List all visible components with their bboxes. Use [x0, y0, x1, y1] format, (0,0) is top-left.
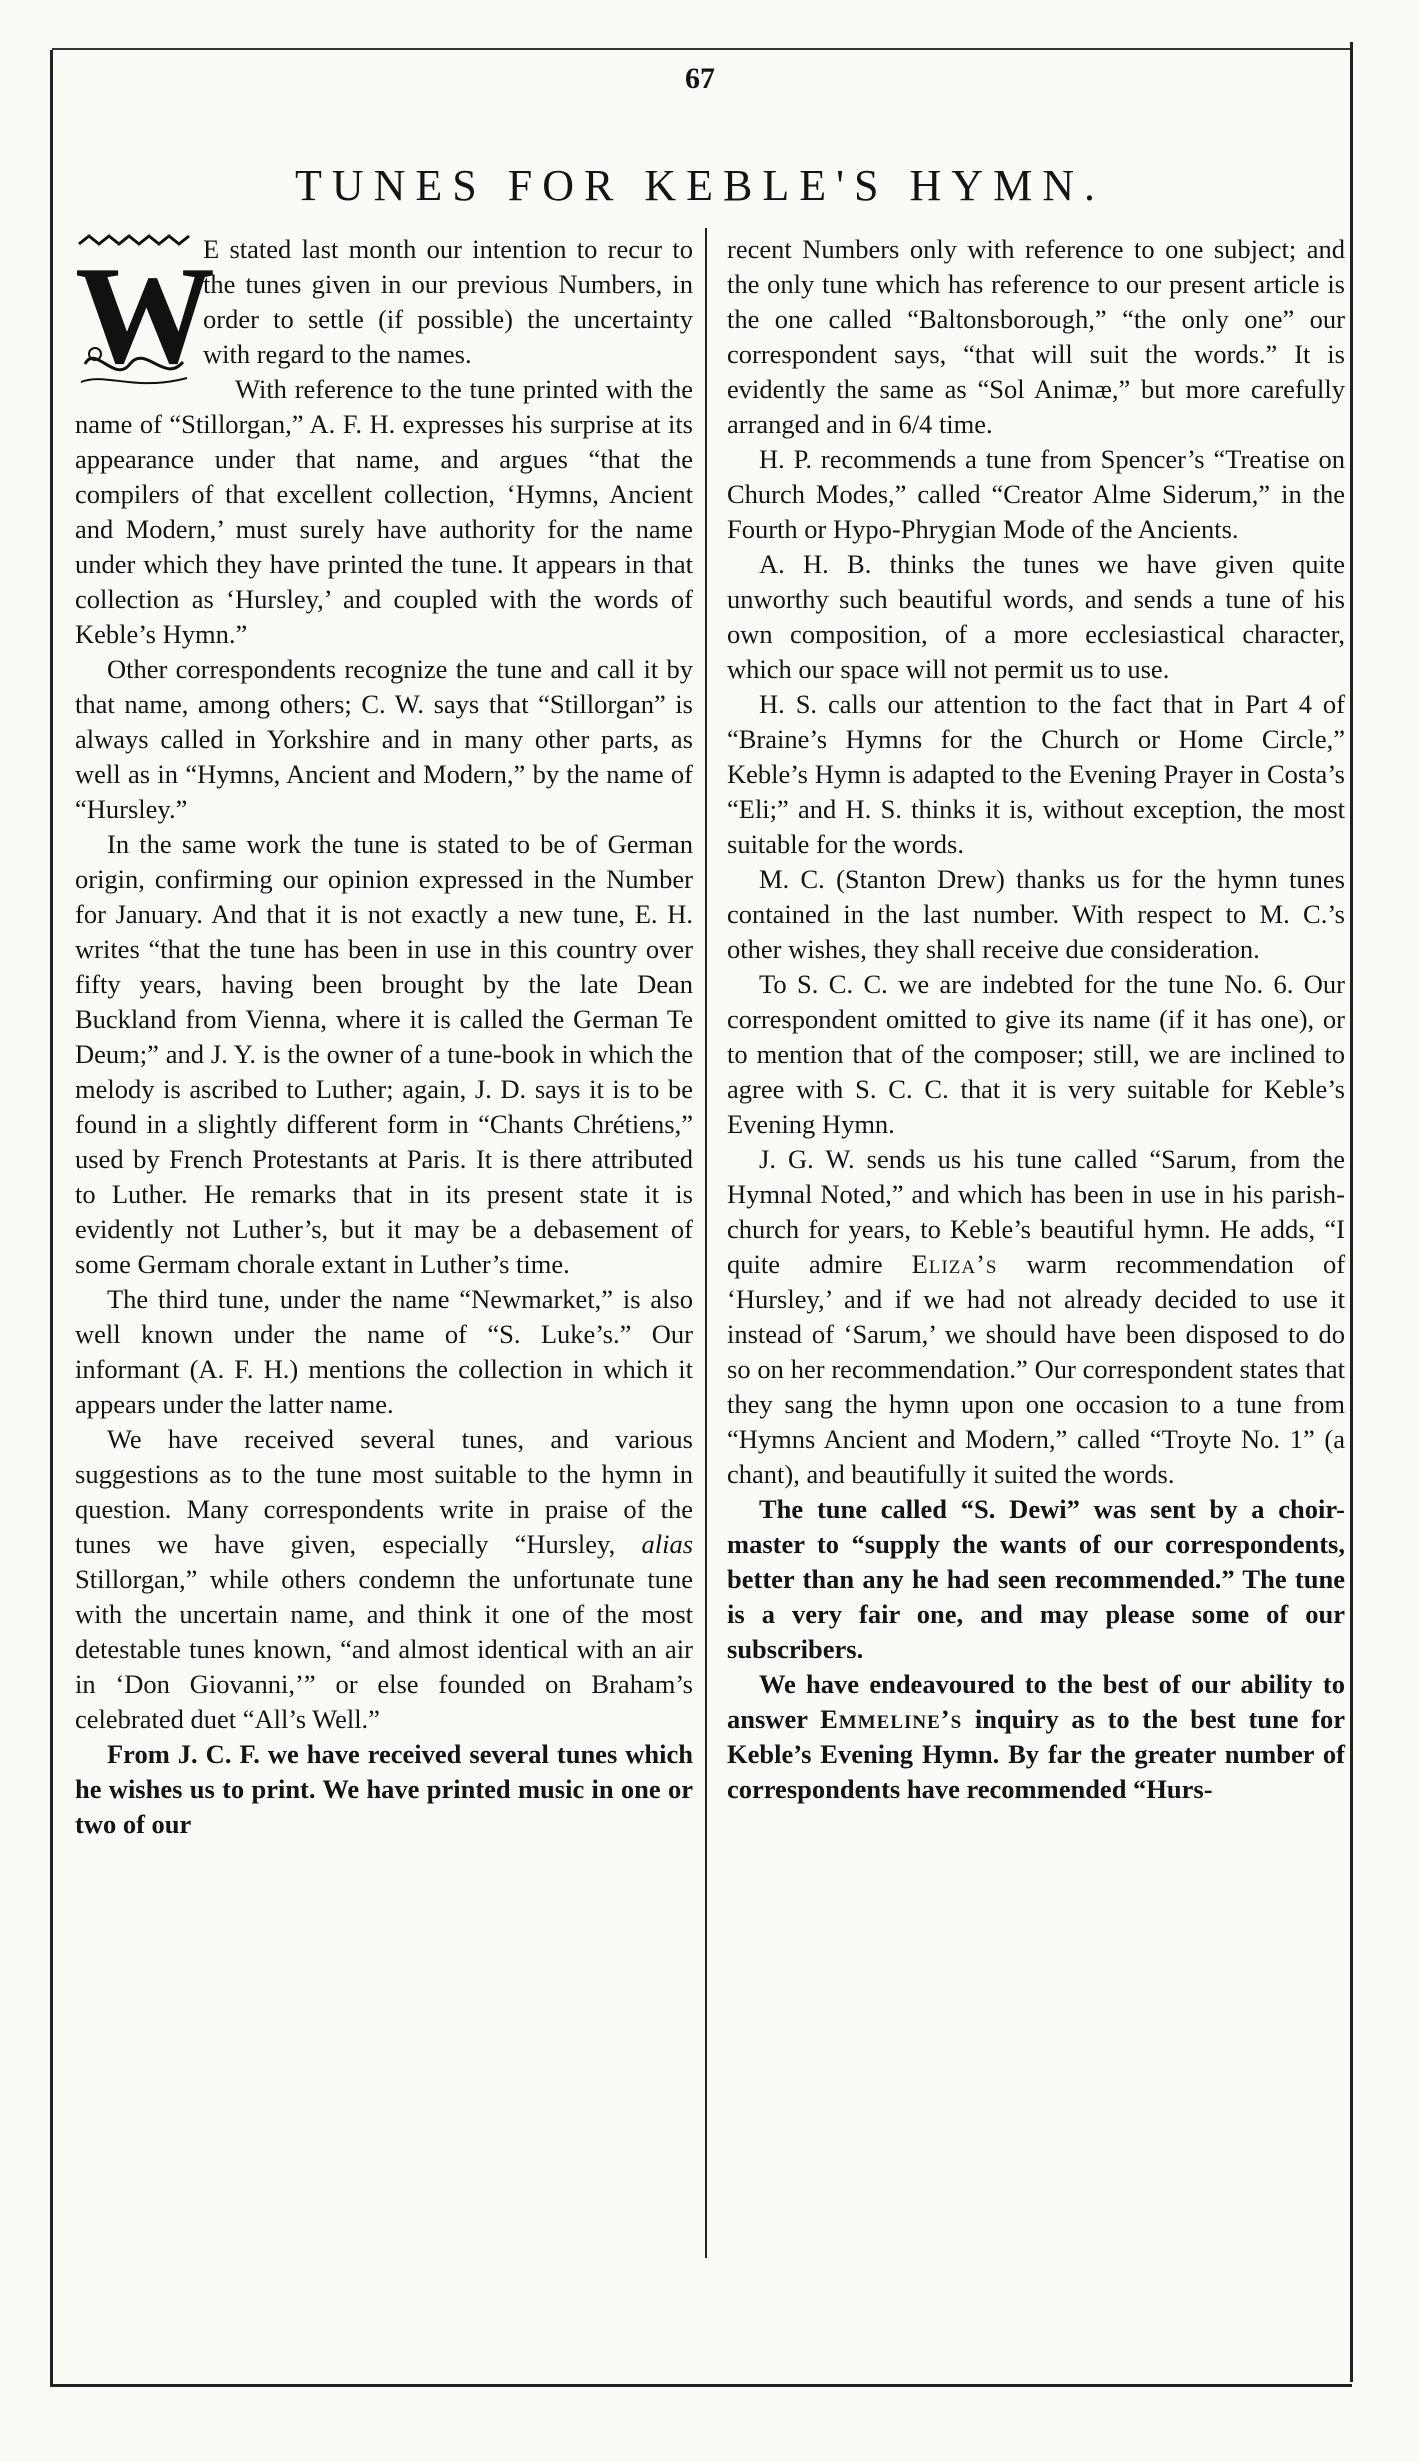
paragraph: M. C. (Stanton Drew) thanks us for the hymn tunes contained in the last number. With respect to M. C.’s other wishes, they shall receive due consideration. [727, 864, 1345, 964]
text-run: time. [938, 409, 993, 439]
text-run: warm recommendation of ‘Hursley,’ and if we had not already decided to use it instead of ‘Sarum,’ we should have been disposed to do so on her recommendation.” Our correspondent states that they sang the hymn upon one occasion to a tune from “Hymns Ancient and Modern,” called “Troyte No. 1” (a chant), and beautifully it suited the words. [727, 1249, 1346, 1489]
paragraph [75, 1422, 693, 1737]
top-border [52, 48, 1350, 50]
paragraph: The tune called “S. Dewi” was sent by a choir-master to “supply the wants of our correspondents, better than any he had seen recommended.” The tune is a very fair one, and may please some of our subscribers. [727, 1494, 1345, 1664]
text-run: inquiry as to the best tune for Keble’s Evening Hymn. By far the greater number of correspondents have recommended “Hurs- [727, 1704, 1346, 1804]
paragraph: H. S. calls our attention to the fact that in Part 4 of “Braine’s Hymns for the Church or Home Circle,” Keble’s Hymn is adapted to the Evening Prayer in Costa’s “Eli;” and H. S. thinks it is, without exception, the most suitable for the words. [727, 689, 1345, 859]
paragraph [727, 1667, 1345, 1807]
page-number: 67 [685, 62, 715, 95]
paragraph [727, 232, 1345, 442]
text-run: J. G. W. sends us his tune called “Sarum, from the Hymnal Noted,” and which has been in use in his parish-church for years, to Keble’s beautiful hymn. He adds, “I quite admire [727, 1144, 1345, 1279]
italic-term: alias [641, 1529, 694, 1559]
paragraph: E stated last month our intention to recur to the tunes given in our previous Numbers, in order to settle (if possible) the uncertainty with regard to the names. [203, 234, 693, 369]
paragraph: Other correspondents recognize the tune and call it by that name, among others; C. W. says that “Stillorgan” is always called in Yorkshire and in many other parts, as well as in “Hymns, Ancient and Modern,” by the name of “Hursley.” [75, 654, 693, 824]
right-column [727, 232, 1345, 1807]
paragraph: In the same work the tune is stated to be of German origin, confirming our opinion expressed in the Number for January. And that it is not exactly a new tune, E. H. writes “that the tune has been in use in this country over fifty years, having been brought by the late Dean Buckland from Vienna, where it is called the German Te Deum;” and J. Y. is the owner of a tune-book in which the melody is ascribed to Luther; again, J. D. says it is to be found in a slightly different form in “Chants Chrétiens,” used by French Protestants at Paris. It is there attributed to Luther. He remarks that in its present state it is evidently not Luther’s, but it may be a debasement of some Germam chorale extant in Luther’s time. [75, 829, 693, 1279]
paragraph: H. P. recommends a tune from Spencer’s “Treatise on Church Modes,” called “Creator Alme Siderum,” in the Fourth or Hypo-Phrygian Mode of the Ancients. [727, 444, 1345, 544]
paragraph: To S. C. C. we are indebted for the tune No. 6. Our correspondent omitted to give its name (if it has one), or to mention that of the composer; still, we are inclined to agree with S. C. C. that it is very suitable for Keble’s Evening Hymn. [727, 969, 1345, 1139]
text-run: We have received several tunes, and various suggestions as to the tune most suitable to the hymn in question. Many correspondents write in praise of the tunes we have given, especially “Hursley, [75, 1424, 693, 1559]
column-divider [705, 228, 707, 2258]
paragraph: The third tune, under the name “Newmarket,” is also well known under the name of “S. Luke’s.” Our informant (A. F. H.) mentions the collection in which it appears under the latter name. [75, 1284, 693, 1419]
right-border [1350, 42, 1353, 2382]
correspondent-name: Emmeline’s [820, 1704, 963, 1734]
paragraph: With reference to the tune printed with the name of “Stillorgan,” A. F. H. expresses his surprise at its appearance under that name, and argues “that the compilers of that excellent collection, ‘Hymns, Ancient and Modern,’ must surely have authority for the name under which they have printed the tune. It appears in that collection as ‘Hursley,’ and coupled with the words of Keble’s Hymn.” [75, 374, 693, 649]
ornamental-dropcap [75, 234, 215, 394]
text-run: Stillorgan,” while others condemn the unfortunate tune with the uncertain name, and think it one of the most detestable tunes known, “and almost identical with an air in ‘Don Giovanni,’” or else founded on Braham’s celebrated duet “All’s Well.” [75, 1564, 693, 1734]
paragraph [727, 1142, 1345, 1492]
correspondent-name: Eliza’s [911, 1249, 998, 1279]
text-run: We have endeavoured to the best of our ability to answer [727, 1669, 1345, 1734]
left-column [75, 232, 693, 1842]
bottom-border [50, 2384, 1352, 2387]
text-run: recent Numbers only with reference to one subject; and the only tune which has reference to our present article is the one called “Baltonsborough,” “the only one” our correspondent says, “that will suit the words.” It is evidently the same as “Sol Animæ,” but more carefully arranged and in [727, 234, 1345, 439]
paragraph: From J. C. F. we have received several tunes which he wishes us to print. We have printed music in one or two of our [75, 1739, 693, 1839]
left-border [50, 50, 53, 2385]
dropcap-letter: W [75, 238, 215, 393]
article-title: TUNES FOR KEBLE'S HYMN. [295, 161, 1105, 210]
time-signature: 6/4 [898, 409, 933, 439]
paragraph: A. H. B. thinks the tunes we have given quite unworthy such beautiful words, and sends a tune of his own composition, of a more ecclesiastical character, which our space will not permit us to use. [727, 549, 1345, 684]
